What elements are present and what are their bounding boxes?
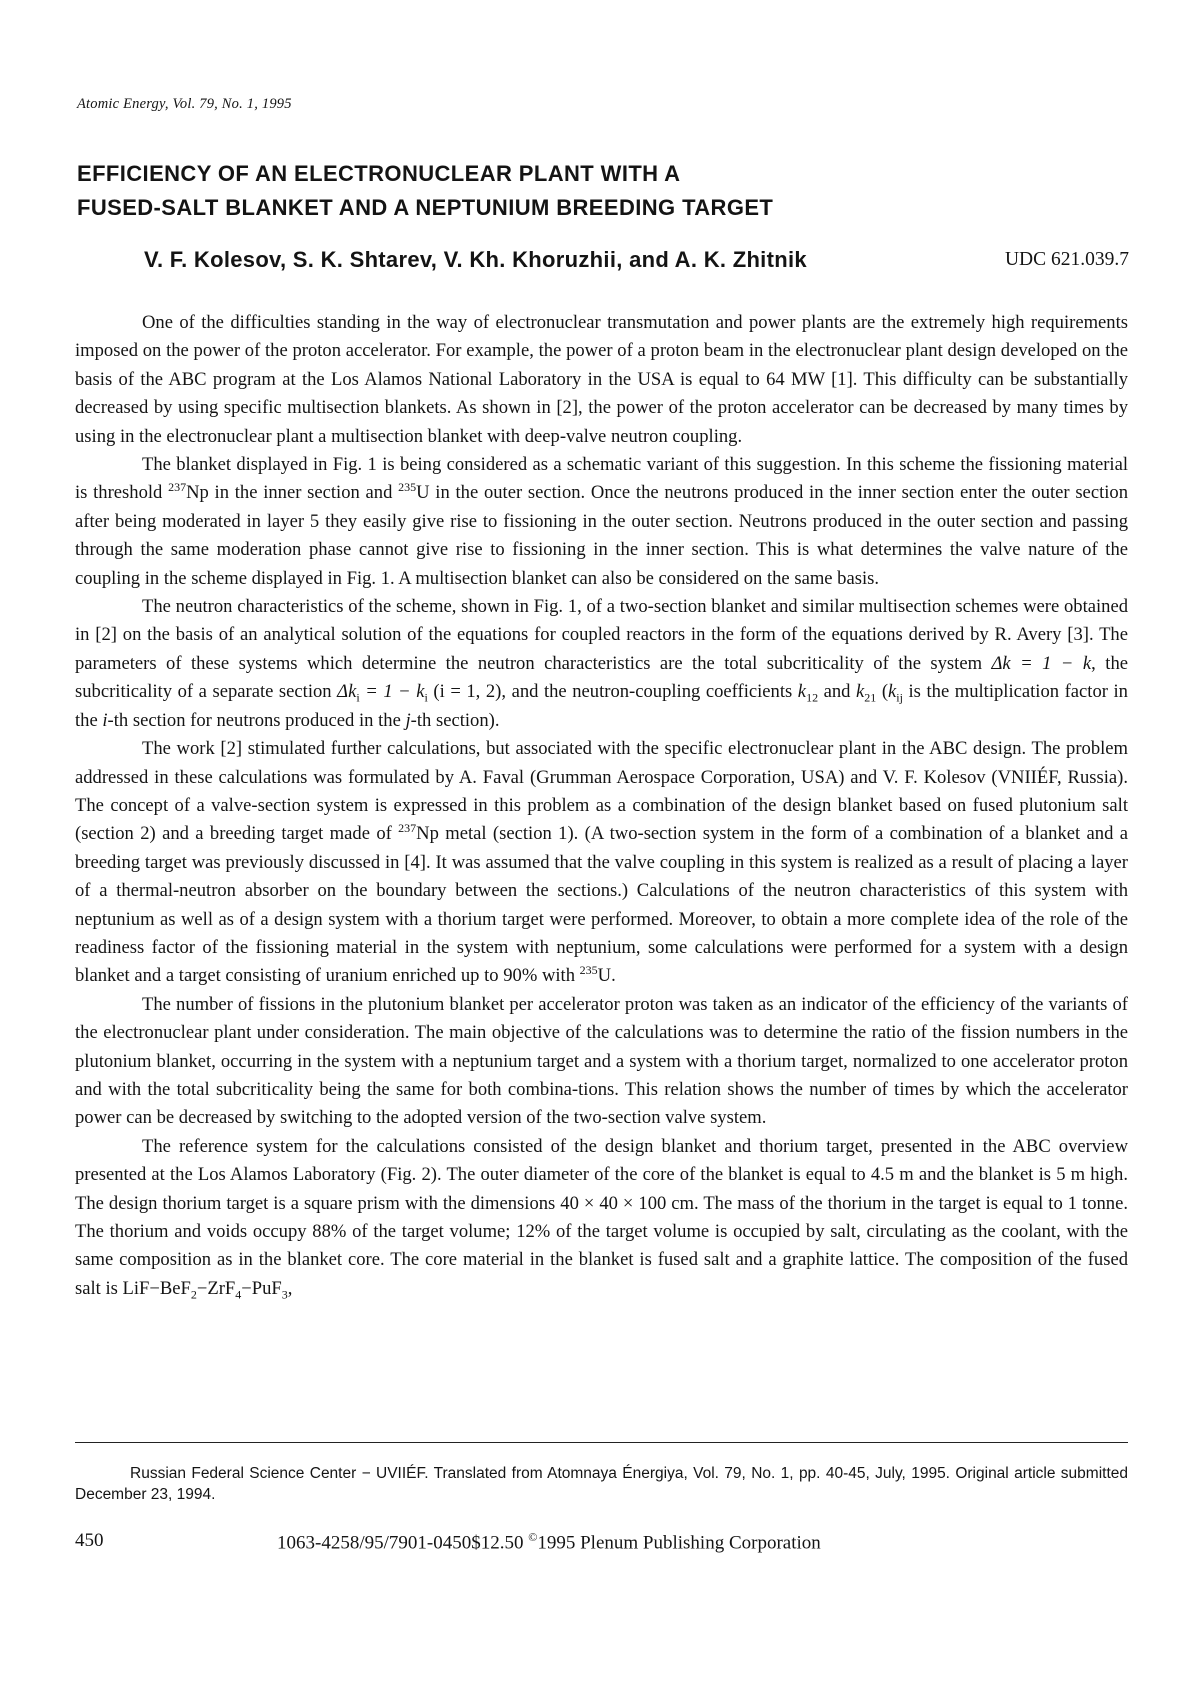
paragraph-2: The blanket displayed in Fig. 1 is being considered as a schematic variant of this suggestion. In this scheme the fissioning material is threshold $^{237}$Np in the inner section and $^{235}$U in the outer section. Once the neutrons produced in the inner section enter the outer section after being moderated in layer 5 they easily give rise to fissioning in the outer section. Neutrons produced in the outer section and passing through the same moderation phase cannot give rise to fissioning in the inner section. This is what determines the valve nature of the coupling in the scheme displayed in Fig. 1. A multisection blanket can also be considered on the same basis. (75, 454, 1128, 589)
copyright-line: 1063-4258/95/7901-0450$12.50 ©1995 Plenum Publishing Corporation (277, 1530, 821, 1554)
paragraph-5: The number of fissions in the plutonium blanket per accelerator proton was taken as an indicator of the efficiency of the variants of the electronuclear plant under consideration. The main objective of the calculations was to determine the ratio of the fission numbers in the plutonium blanket, occurring in the system with a neptunium target and a system with a thorium target, normalized to one accelerator proton and with the total subcriticality being the same for both combina-tions. This relation shows the number of times by which the accelerator power can be decreased by switching to the adopted version of the two-section valve system. (75, 993, 1128, 1129)
page-number: 450 (75, 1530, 104, 1551)
paragraph-3: The neutron characteristics of the scheme, shown in Fig. 1, of a two-section blanket and similar multisection schemes were obtained in [2] on the basis of an analytical solution of the equations for coupled reactors in the form of the equations derived by R. Avery [3]. The parameters of these systems which determine the neutron characteristics are the total subcriticality of the system Δk = 1 − k, the subcriticality of a separate section $\Delta k_i = 1 - k_i$ (i = 1, 2), and the neutron-coupling coefficients $k_{12}$ and $k_{21}$ ($k_{ij}$ is the multiplication factor in the i-th section for neutrons produced in the j-th section). (75, 596, 1128, 731)
footnote: Russian Federal Science Center − UVIIÉF. Translated from Atomnaya Énergiya, Vol. 79, No. 1, pp. 40-45, July, 1995. Original article submitted December 23, 1994. (75, 1465, 1128, 1503)
article-title (77, 157, 1077, 225)
article-body (75, 309, 1128, 1303)
paragraph-6: The reference system for the calculations consisted of the design blanket and thorium target, presented in the ABC overview presented at the Los Alamos Laboratory (Fig. 2). The outer diameter of the core of the blanket is equal to 4.5 m and the blanket is 5 m high. The design thorium target is a square prism with the dimensions 40 × 40 × 100 cm. The mass of the thorium in the target is equal to 1 tonne. The thorium and voids occupy 88% of the target volume; 12% of the target volume is occupied by salt, circulating as the coolant, with the same composition as in the blanket core. The core material in the blanket is fused salt and a graphite lattice. The composition of the fused salt is LiF−BeF$_2$−ZrF$_4$−PuF$_3$, (75, 1135, 1128, 1302)
footnote-divider (75, 1442, 1128, 1443)
journal-citation: Atomic Energy, Vol. 79, No. 1, 1995 (77, 96, 292, 112)
udc-code: UDC 621.039.7 (1004, 249, 1129, 270)
title-line-2: FUSED-SALT BLANKET AND A NEPTUNIUM BREEDING TARGET (77, 195, 774, 220)
paragraph-4: The work [2] stimulated further calculations, but associated with the specific electronuclear plant in the ABC design. The problem addressed in these calculations was formulated by A. Faval (Grumman Aerospace Corporation, USA) and V. F. Kolesov (VNIIÉF, Russia). The concept of a valve-section system is expressed in this problem as a combination of the design blanket based on fused plutonium salt (section 2) and a breeding target made of $^{237}$Np metal (section 1). (A two-section system in the form of a combination of a blanket and a breeding target was previously discussed in [4]. It was assumed that the valve coupling in this system is realized as a result of placing a layer of a thermal-neutron absorber on the boundary between the sections.) Calculations of the neutron characteristics of this system with neptunium as well as of a design system with a thorium target were performed. Moreover, to obtain a more complete idea of the role of the readiness factor of the fissioning material in the system with neptunium, some calculations were performed for a system with a design blanket and a target consisting of uranium enriched up to 90% with $^{235}$U. (75, 738, 1128, 987)
author-list: V. F. Kolesov, S. K. Shtarev, V. Kh. Khoruzhii, and A. K. Zhitnik (144, 247, 807, 272)
title-line-1: EFFICIENCY OF AN ELECTRONUCLEAR PLANT WITH A (77, 161, 681, 186)
paragraph-1: One of the difficulties standing in the way of electronuclear transmutation and power plants are the extremely high requirements imposed on the power of the proton accelerator. For example, the power of a proton beam in the electronuclear plant design developed on the basis of the ABC program at the Los Alamos National Laboratory in the USA is equal to 64 MW [1]. This difficulty can be substantially decreased by using specific multisection blankets. As shown in [2], the power of the proton accelerator can be decreased by many times by using in the electronuclear plant a multisection blanket with deep-valve neutron coupling. (75, 312, 1128, 447)
